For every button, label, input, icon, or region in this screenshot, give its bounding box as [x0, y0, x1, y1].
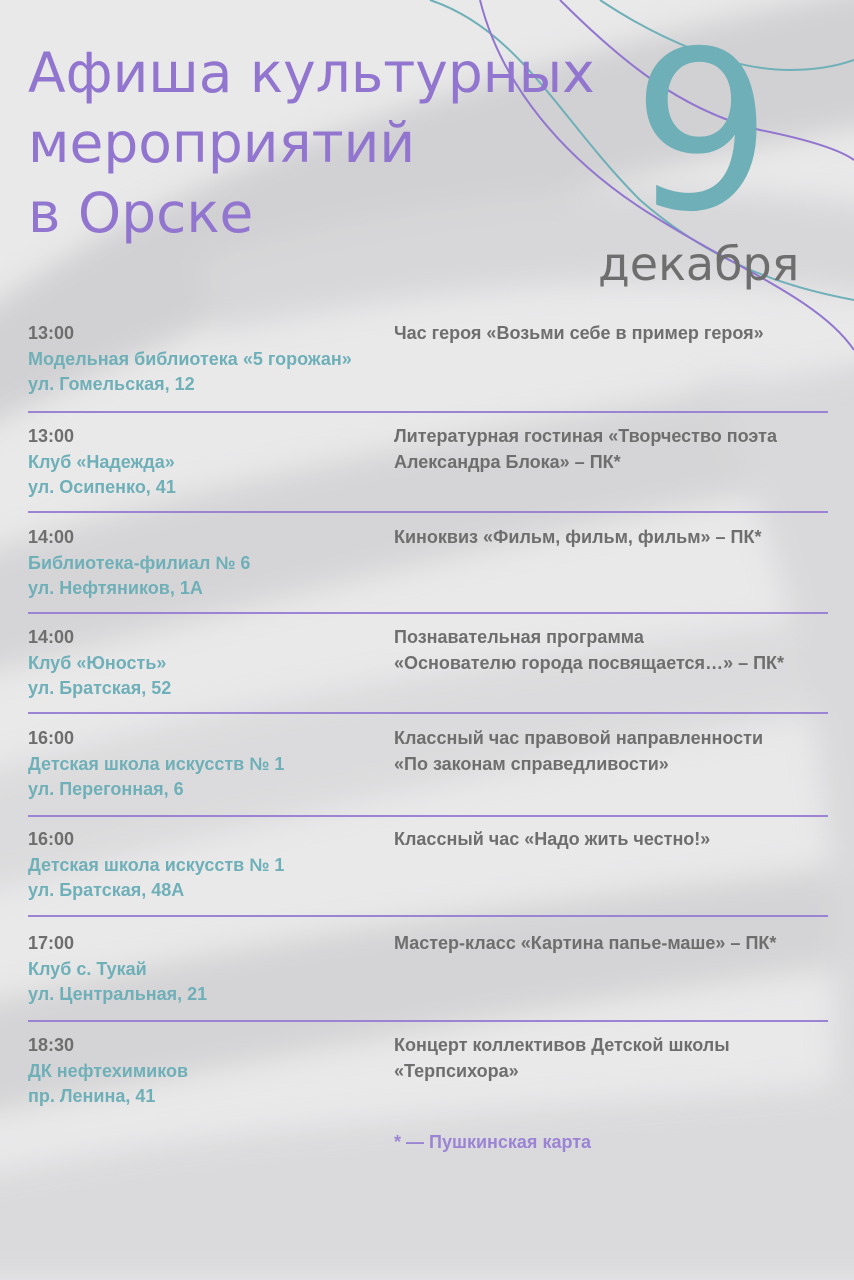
- event-address: ул. Центральная, 21: [28, 984, 208, 1004]
- event-info: [28, 625, 394, 712]
- event-row: [28, 1022, 828, 1112]
- event-description-line: «По законам справедливости»: [394, 753, 669, 774]
- event-place: Клуб «Юность»: [28, 652, 167, 673]
- event-info: [28, 827, 394, 915]
- event-place: Модельная библиотека «5 горожан»: [28, 348, 352, 369]
- event-row: [28, 318, 828, 413]
- event-description-line: Классный час «Надо жить честно!»: [394, 829, 711, 849]
- pushkin-card-footnote: * — Пушкинская карта: [394, 1132, 592, 1152]
- event-address: ул. Нефтяников, 1А: [28, 578, 203, 598]
- event-info: [28, 931, 394, 1020]
- event-row: [28, 614, 828, 714]
- event-place: Клуб с. Тукай: [28, 958, 147, 979]
- event-time: 14:00: [28, 527, 75, 547]
- event-address: ул. Братская, 48А: [28, 880, 185, 900]
- event-description: [394, 424, 828, 511]
- event-description: [394, 726, 828, 815]
- event-info: [28, 726, 394, 815]
- event-address: ул. Осипенко, 41: [28, 477, 176, 497]
- event-description-line: Классный час правовой направленности: [394, 728, 764, 748]
- event-description-line: Киноквиз «Фильм, фильм, фильм» – ПК*: [394, 527, 762, 547]
- event-time: 14:00: [28, 627, 75, 647]
- event-row: [28, 513, 828, 614]
- event-time: 13:00: [28, 426, 75, 446]
- event-row: [28, 413, 828, 513]
- event-description-line: «Терпсихора»: [394, 1060, 519, 1081]
- event-row: [28, 817, 828, 917]
- event-row: [28, 714, 828, 817]
- event-row: [28, 917, 828, 1022]
- event-description: [394, 1033, 828, 1112]
- event-description: [394, 931, 828, 1020]
- event-info: [28, 424, 394, 511]
- event-description-line: Мастер-класс «Картина папье-маше» – ПК*: [394, 933, 777, 953]
- date-day: 9: [632, 4, 772, 260]
- event-description: [394, 827, 828, 915]
- page-title: [28, 38, 595, 248]
- event-info: [28, 1033, 394, 1112]
- event-description: [394, 625, 828, 712]
- event-address: ул. Гомельская, 12: [28, 374, 195, 394]
- date-month: декабря: [598, 237, 800, 291]
- event-time: 17:00: [28, 933, 75, 953]
- title-line: мероприятий: [28, 111, 416, 175]
- event-place: Детская школа искусств № 1: [28, 753, 285, 774]
- event-place: ДК нефтехимиков: [28, 1060, 189, 1081]
- event-description-line: Концерт коллективов Детской школы: [394, 1035, 730, 1055]
- event-time: 16:00: [28, 728, 75, 748]
- event-address: пр. Ленина, 41: [28, 1086, 156, 1106]
- event-place: Клуб «Надежда»: [28, 451, 175, 472]
- event-address: ул. Перегонная, 6: [28, 779, 184, 799]
- event-info: [28, 525, 394, 612]
- event-place: Детская школа искусств № 1: [28, 854, 285, 875]
- event-description-line: Познавательная программа: [394, 627, 644, 647]
- title-line: Афиша культурных: [28, 41, 595, 105]
- event-time: 16:00: [28, 829, 75, 849]
- event-description: [394, 321, 828, 411]
- event-list: [28, 318, 828, 1112]
- event-description-line: «Основателю города посвящается…» – ПК*: [394, 652, 785, 673]
- title-line: в Орске: [28, 181, 254, 245]
- event-time: 18:30: [28, 1035, 75, 1055]
- event-description: [394, 525, 828, 612]
- event-info: [28, 321, 394, 411]
- event-description-line: Час героя «Возьми себе в пример героя»: [394, 323, 764, 343]
- event-description-line: Литературная гостиная «Творчество поэта: [394, 426, 777, 446]
- event-time: 13:00: [28, 323, 75, 343]
- event-address: ул. Братская, 52: [28, 678, 172, 698]
- event-place: Библиотека-филиал № 6: [28, 552, 251, 573]
- event-description-line: Александра Блока» – ПК*: [394, 451, 621, 472]
